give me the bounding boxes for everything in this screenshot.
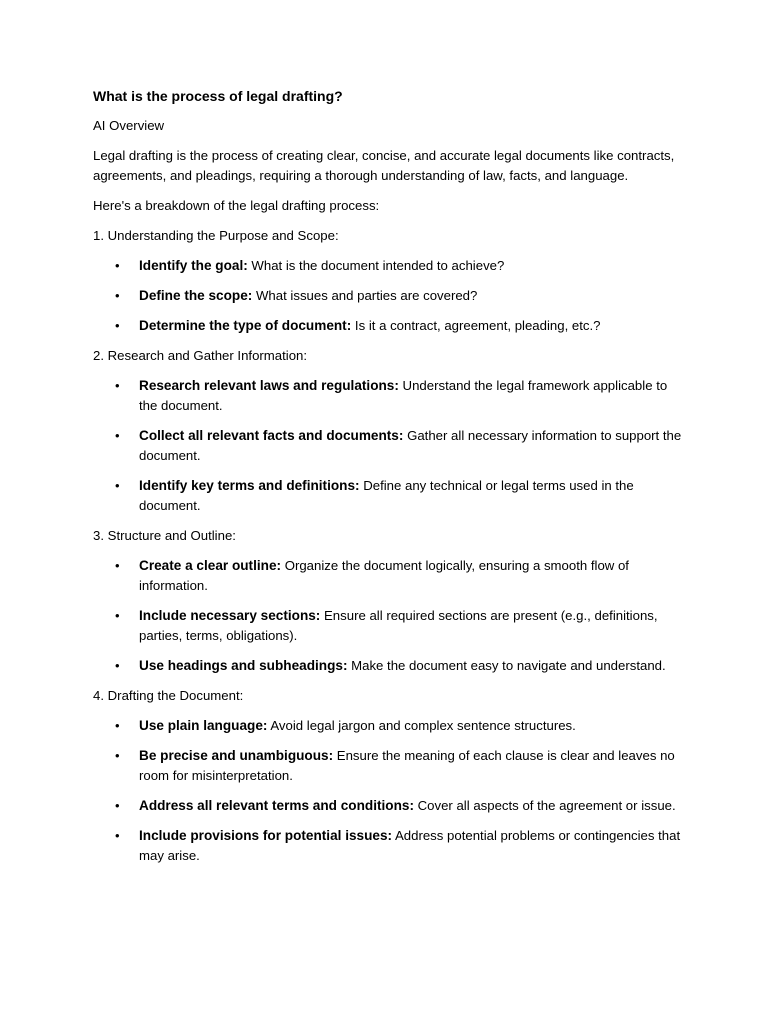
- list-item: [93, 286, 683, 306]
- item-text: Understand the legal framework applicable to the document.: [139, 378, 668, 413]
- intro-paragraph: Legal drafting is the process of creating clear, concise, and accurate legal documents like contracts, agreements, and pleadings, requiring a thorough understanding of law, facts, and language.: [93, 148, 675, 183]
- list-item: [93, 716, 683, 736]
- section-heading: 1. Understanding the Purpose and Scope:: [93, 228, 339, 243]
- item-text: Ensure the meaning of each clause is clear and leaves no room for misinterpretation.: [139, 748, 675, 783]
- item-text: What issues and parties are covered?: [252, 288, 478, 303]
- bullet-icon: •: [115, 258, 120, 273]
- section-heading: 3. Structure and Outline:: [93, 528, 236, 543]
- item-text: What is the document intended to achieve?: [247, 258, 505, 273]
- sections-container: [93, 226, 683, 866]
- item-text: Gather all necessary information to support the document.: [139, 428, 682, 463]
- bullet-list: [93, 256, 683, 336]
- bullet-icon: •: [115, 288, 120, 303]
- section-heading: 4. Drafting the Document:: [93, 688, 244, 703]
- list-item: [93, 606, 683, 646]
- list-item: [93, 376, 683, 416]
- bullet-icon: •: [115, 428, 120, 443]
- item-term: Determine the type of document:: [139, 318, 352, 333]
- bullet-icon: •: [115, 608, 120, 623]
- document-page: [93, 86, 683, 876]
- list-item: [93, 656, 683, 676]
- bullet-list: [93, 556, 683, 676]
- bullet-icon: •: [115, 748, 120, 763]
- list-item: [93, 556, 683, 596]
- item-text: Address potential problems or contingencies that may arise.: [139, 828, 681, 863]
- bullet-icon: •: [115, 798, 120, 813]
- item-term: Research relevant laws and regulations:: [139, 378, 399, 393]
- list-item: [93, 746, 683, 786]
- item-term: Create a clear outline:: [139, 558, 282, 573]
- item-text: Make the document easy to navigate and understand.: [347, 658, 666, 673]
- item-term: Collect all relevant facts and documents:: [139, 428, 404, 443]
- bullet-icon: •: [115, 318, 120, 333]
- item-term: Use plain language:: [139, 718, 268, 733]
- item-text: Cover all aspects of the agreement or issue.: [413, 798, 676, 813]
- bullet-icon: •: [115, 658, 120, 673]
- bullet-icon: •: [115, 828, 120, 843]
- list-item: [93, 426, 683, 466]
- bullet-icon: •: [115, 478, 120, 493]
- bullet-icon: •: [115, 718, 120, 733]
- item-text: Define any technical or legal terms used in the document.: [139, 478, 634, 513]
- list-item: [93, 316, 683, 336]
- item-text: Is it a contract, agreement, pleading, etc.?: [351, 318, 601, 333]
- item-term: Use headings and subheadings:: [139, 658, 348, 673]
- list-item: [93, 826, 683, 866]
- item-term: Address all relevant terms and conditions:: [139, 798, 414, 813]
- list-item: [93, 796, 683, 816]
- item-term: Be precise and unambiguous:: [139, 748, 334, 763]
- item-term: Identify the goal:: [139, 258, 248, 273]
- overview-label: AI Overview: [93, 118, 165, 133]
- breakdown-intro: Here's a breakdown of the legal drafting process:: [93, 198, 380, 213]
- bullet-icon: •: [115, 558, 120, 573]
- item-term: Include necessary sections:: [139, 608, 321, 623]
- item-text: Avoid legal jargon and complex sentence structures.: [267, 718, 576, 733]
- item-term: Define the scope:: [139, 288, 253, 303]
- bullet-list: [93, 716, 683, 866]
- list-item: [93, 476, 683, 516]
- item-text: Organize the document logically, ensuring a smooth flow of information.: [139, 558, 629, 593]
- document-title: What is the process of legal drafting?: [93, 88, 343, 104]
- item-term: Identify key terms and definitions:: [139, 478, 360, 493]
- bullet-list: [93, 376, 683, 516]
- item-text: Ensure all required sections are present (e.g., definitions, parties, terms, obligations).: [139, 608, 658, 643]
- item-term: Include provisions for potential issues:: [139, 828, 393, 843]
- section-heading: 2. Research and Gather Information:: [93, 348, 308, 363]
- list-item: [93, 256, 683, 276]
- bullet-icon: •: [115, 378, 120, 393]
